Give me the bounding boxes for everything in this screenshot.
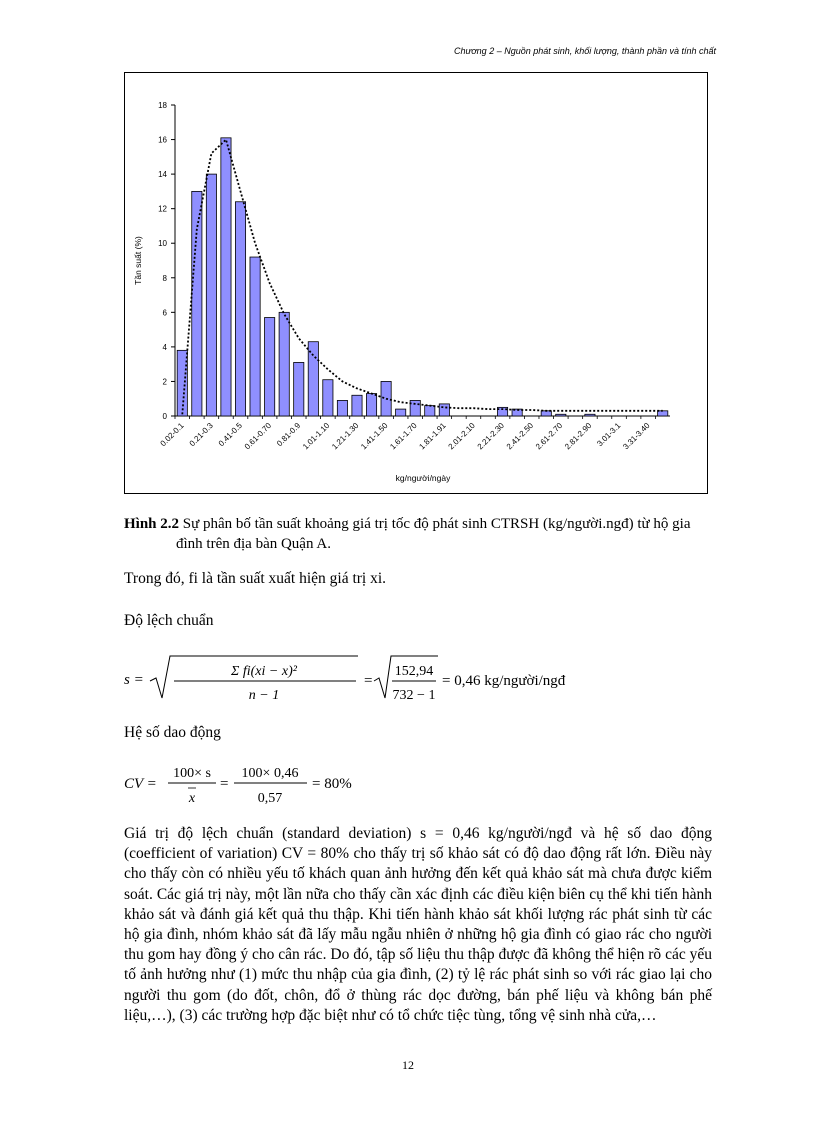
y-tick-label: 18: [158, 101, 167, 110]
x-tick-label: 1.61-1.70: [388, 421, 419, 452]
cv-heading: Hệ số dao động: [124, 724, 221, 741]
bar: [425, 406, 435, 416]
cv-num2: 100× 0,46: [241, 766, 299, 781]
cv-lhs: CV =: [124, 776, 157, 792]
bar: [265, 318, 275, 416]
bar: [556, 414, 566, 416]
std-den2: 732 − 1: [392, 688, 436, 703]
bar: [308, 342, 318, 416]
x-tick-label: 0.02-0.1: [158, 421, 186, 449]
std-heading: Độ lệch chuẩn: [124, 612, 214, 629]
std-result: = 0,46 kg/người/ngđ: [442, 673, 566, 689]
fi-definition: Trong đó, fi là tần suất xuất hiện giá trị xi.: [124, 570, 387, 587]
std-num1: Σ fi(xi − x)²: [231, 664, 297, 679]
x-axis-title: kg/người/ngày: [395, 473, 451, 483]
chart-svg: [125, 73, 707, 493]
bar: [337, 400, 347, 416]
x-tick-label: 2.81-2.90: [563, 421, 594, 452]
body-paragraph: Giá trị độ lệch chuẩn (standard deviation) s = 0,46 kg/người/ngđ và hệ số dao động (coefficient of variation) CV = 80% cho thấy trị số khảo sát có độ dao động rất lớn. Điều này cho thấy còn có nhiều yếu tố khách quan ảnh hưởng đến kết quả khảo sát mà chưa được kiểm soát. Các giá trị này, một lần nữa cho thấy cần xác định các điều kiện biên cụ thể khi tiến hành khảo sát và đánh giá kết quả thu thập. Khi tiến hành khảo sát khối lượng rác phát sinh từ các hộ gia đình, nhóm khảo sát đã lấy mẫu ngẫu nhiên ở những hộ gia đình có giao rác cho người thu gom hay đồng ý cho cân rác. Do đó, tập số liệu thu thập được đã không thể hiện rõ các yếu tố ảnh hưởng như (1) mức thu nhập của gia đình, (2) tỷ lệ rác phát sinh so với rác giao lại cho người thu gom (do đốt, chôn, đổ ở thùng rác dọc đường, bán phế liệu và không bán phế liệu,…), (3) các trường hợp đặc biệt như có tổ chức tiệc tùng, tổng vệ sinh nhà cửa,…: [124, 825, 712, 1024]
y-tick-label: 2: [162, 377, 167, 387]
x-tick-label: 0.61-0.70: [242, 421, 274, 452]
bar: [235, 202, 245, 416]
x-tick-label: 0.21-0.3: [187, 421, 215, 449]
x-tick-label: 1.21-1.30: [330, 421, 361, 452]
bar: [279, 312, 289, 416]
bar: [366, 394, 376, 416]
cv-result: = 80%: [312, 776, 352, 792]
frequency-chart: [124, 72, 708, 494]
x-tick-label: 1.41-1.50: [359, 421, 390, 452]
bar: [352, 395, 362, 416]
bar: [250, 257, 260, 416]
cv-den2: 0,57: [257, 791, 283, 806]
x-tick-label: 2.01-2.10: [446, 421, 477, 452]
caption-label: Hình 2.2: [124, 516, 180, 532]
cv-num1: 100× s: [173, 766, 211, 781]
y-tick-label: 6: [162, 308, 167, 318]
y-tick-label: 10: [158, 239, 167, 249]
y-tick-label: 14: [158, 170, 167, 180]
bar: [221, 138, 231, 416]
page-header: Chương 2 – Nguồn phát sinh, khối lượng, thành phần và tính chất: [454, 46, 716, 56]
y-axis-title: Tần suất (%): [133, 236, 143, 285]
std-eq: =: [364, 673, 373, 689]
x-tick-label: 2.21-2.30: [475, 421, 506, 452]
cv-formula: [124, 760, 444, 810]
bar: [206, 174, 216, 416]
x-tick-label: 3.01-3.1: [595, 421, 623, 449]
bar: [396, 409, 406, 416]
bar: [323, 380, 333, 416]
caption-text-line2: đình trên địa bàn Quận A.: [176, 536, 331, 552]
std-den1: n − 1: [248, 688, 280, 703]
y-tick-label: 16: [158, 135, 167, 145]
std-formula: [124, 648, 566, 708]
y-tick-label: 12: [158, 204, 167, 214]
caption-text: Sự phân bố tần suất khoảng giá trị tốc độ phát sinh CTRSH (kg/người.ngđ) từ hộ gia: [182, 516, 691, 532]
bar: [585, 414, 595, 416]
bar: [410, 400, 420, 416]
x-tick-label: 1.81-1.91: [417, 421, 448, 452]
cv-eq: =: [220, 776, 229, 792]
std-num2: 152,94: [394, 664, 434, 679]
y-tick-label: 4: [162, 342, 167, 352]
page-number: 12: [402, 1058, 414, 1072]
y-tick-label: 8: [162, 273, 167, 283]
x-tick-label: 1.01-1.10: [301, 421, 332, 452]
bar: [294, 362, 304, 416]
x-tick-label: 0.81-0.9: [275, 421, 303, 449]
x-tick-label: 0.41-0.5: [216, 421, 244, 449]
x-tick-label: 2.61-2.70: [533, 421, 565, 452]
cv-den1: x: [188, 791, 196, 806]
y-tick-label: 0: [162, 412, 167, 421]
x-tick-label: 3.31-3.40: [621, 421, 652, 452]
figure-caption: [124, 514, 714, 554]
bar: [439, 404, 449, 416]
std-lhs: s =: [124, 672, 144, 688]
x-tick-label: 2.41-2.50: [504, 421, 536, 452]
